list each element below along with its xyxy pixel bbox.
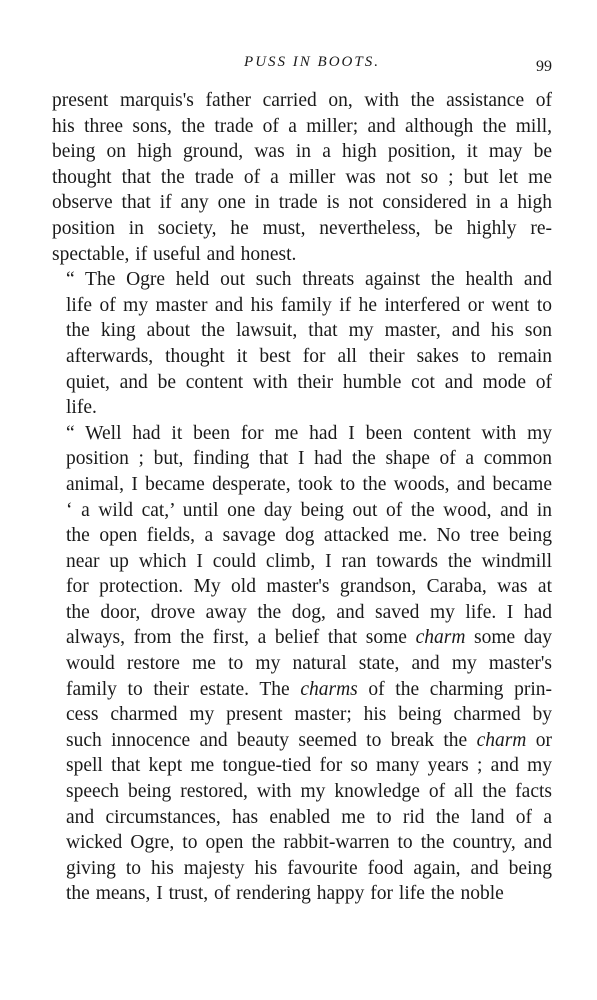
text-line bbox=[52, 805, 552, 831]
text-line bbox=[52, 702, 552, 728]
text-run: near up which I could climb, I ran towards the windmill bbox=[66, 550, 552, 572]
text-run: the means, I trust, of rendering happy for life the noble bbox=[66, 883, 504, 905]
text-run: giving to his majesty his favourite food again, and being bbox=[66, 857, 552, 879]
text-run: always, from the first, a belief that some bbox=[66, 627, 416, 649]
italic-word: charm bbox=[415, 627, 466, 649]
text-line bbox=[52, 779, 552, 805]
page-number: 99 bbox=[536, 58, 552, 75]
text-line bbox=[52, 830, 552, 856]
text-line bbox=[52, 753, 552, 779]
text-line: quiet, and be content with their humble cot and mode of bbox=[66, 371, 552, 393]
text-run: ‘ a wild cat,’ until one day being out of the wood, and in bbox=[66, 499, 552, 521]
text-line bbox=[52, 651, 552, 677]
text-line: thought that the trade of a miller was not so ; but let me bbox=[52, 166, 552, 188]
text-line bbox=[52, 549, 552, 575]
running-title: PUSS IN BOOTS. bbox=[244, 54, 380, 70]
text-run: “ Well had it been for me had I been content with my bbox=[66, 422, 552, 444]
text-run: and circumstances, has enabled me to rid the land of a bbox=[66, 806, 552, 828]
text-line: present marquis's father carried on, with the assistance of bbox=[52, 90, 552, 111]
text-run: animal, I became desperate, took to the woods, and became bbox=[66, 473, 552, 495]
book-page bbox=[52, 52, 552, 907]
text-line: afterwards, thought it best for all their sakes to remain bbox=[66, 345, 552, 367]
text-run: for protection. My old master's grandson, Caraba, was at bbox=[66, 576, 552, 598]
text-line bbox=[52, 421, 552, 447]
text-line: life. bbox=[66, 397, 97, 419]
text-run: of the charming prin- bbox=[357, 678, 552, 700]
text-line bbox=[52, 856, 552, 882]
text-line: observe that if any one in trade is not considered in a high bbox=[52, 192, 552, 214]
paragraph bbox=[52, 421, 552, 907]
text-line: the king about the lawsuit, that my master, and his son bbox=[66, 320, 552, 342]
text-line: “ The Ogre held out such threats against the health and bbox=[66, 269, 552, 291]
text-line: being on high ground, was in a high position, it may be bbox=[52, 141, 552, 163]
text-run: cess charmed my present master; his being charmed by bbox=[66, 704, 552, 726]
text-run: position ; but, finding that I had the shape of a common bbox=[66, 448, 552, 470]
text-line bbox=[52, 677, 552, 703]
running-head bbox=[52, 52, 552, 82]
paragraph bbox=[52, 88, 552, 267]
text-line: life of my master and his family if he interfered or went to bbox=[66, 294, 552, 316]
text-run: speech being restored, with my knowledge of all the facts bbox=[66, 781, 552, 803]
italic-word: charm bbox=[476, 729, 527, 751]
text-line bbox=[52, 446, 552, 472]
text-line bbox=[52, 574, 552, 600]
text-run: wicked Ogre, to open the rabbit-warren to the country, and bbox=[66, 832, 552, 854]
text-line bbox=[52, 881, 552, 907]
text-line bbox=[52, 523, 552, 549]
body-text bbox=[52, 88, 552, 907]
text-run: spell that kept me tongue-tied for so many years ; and my bbox=[66, 755, 552, 777]
text-line: position in society, he must, nevertheless, be highly re- bbox=[52, 217, 552, 239]
text-run: family to their estate. The bbox=[66, 678, 301, 700]
text-line bbox=[52, 600, 552, 626]
text-line bbox=[52, 472, 552, 498]
text-line: spectable, if useful and honest. bbox=[52, 243, 297, 265]
italic-word: charms bbox=[300, 678, 358, 700]
text-line: his three sons, the trade of a miller; and although the mill, bbox=[52, 115, 552, 137]
text-run: would restore me to my natural state, and my master's bbox=[66, 653, 552, 675]
paragraph bbox=[52, 267, 552, 421]
text-line bbox=[52, 625, 552, 651]
text-run: or bbox=[526, 729, 552, 751]
text-run: some day bbox=[465, 627, 552, 649]
text-run: the open fields, a savage dog attacked me. No tree being bbox=[66, 525, 552, 547]
text-run: the door, drove away the dog, and saved my life. I had bbox=[66, 601, 552, 623]
text-line bbox=[52, 498, 552, 524]
text-run: such innocence and beauty seemed to break the bbox=[66, 729, 477, 751]
text-line bbox=[52, 728, 552, 754]
